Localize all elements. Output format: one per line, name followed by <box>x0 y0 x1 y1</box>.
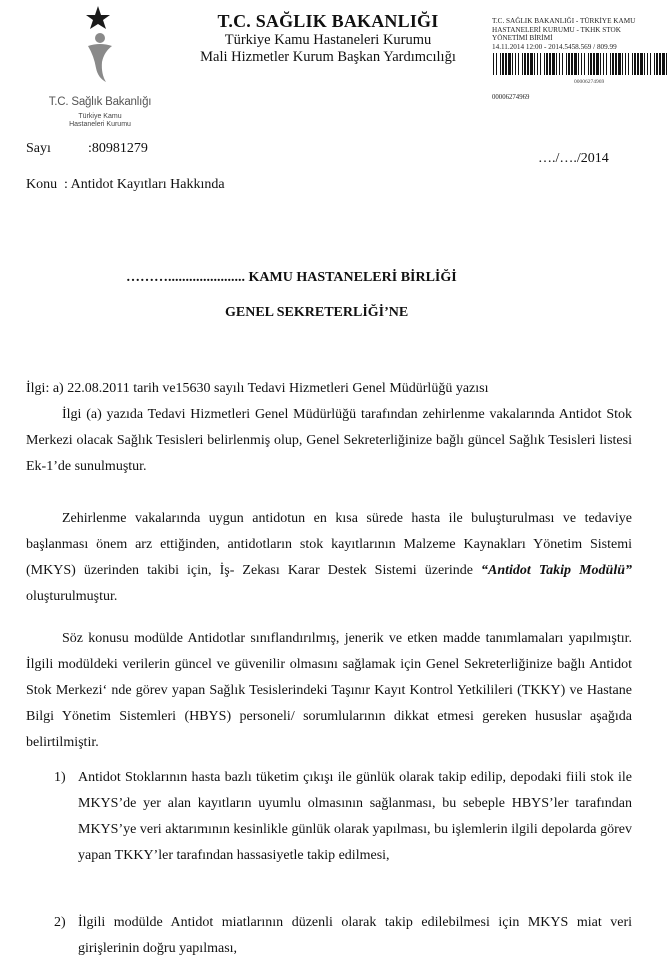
addressee-line-1: ………...................... KAMU HASTANELERİ BİRLİĞİ <box>126 270 457 285</box>
figure-body-icon <box>88 44 112 82</box>
institution-name: Türkiye Kamu Hastaneleri Kurumu <box>224 32 432 48</box>
barcode-bar <box>508 53 511 75</box>
list-item-text: Antidot Stoklarının hasta bazlı tüketim çıkışı ile günlük olarak takip edilip, depodaki fiili stok ile MKYS’de yer alan kayıtların uyumlu olmasının sağlanması, bu sebeple HBYS’ler tarafından MKYS’ye veri aktarımının kesinlikle günlük olarak yapılması, bu işlemlerin ilgili depolarda görev yapan TKKY’ler tarafından hassasiyetle takip edilmesi, <box>78 770 632 863</box>
barcode-bar <box>518 53 519 75</box>
barcode-line-2: HASTANELERİ KURUMU - TKHK STOK <box>492 25 621 34</box>
barcode-bar <box>590 53 592 75</box>
barcode-bar <box>493 53 494 75</box>
barcode-bar <box>534 53 535 75</box>
document-date: …./…./2014 <box>538 151 609 166</box>
barcode-bar <box>622 53 623 75</box>
list-item-number: 2) <box>54 915 66 930</box>
barcode-bar <box>625 53 626 75</box>
barcode-line-3: YÖNETİMİ BİRİMİ <box>492 34 553 43</box>
barcode-bar <box>640 53 643 75</box>
addressee-line-2: GENEL SEKRETERLİĞİ’NE <box>225 305 409 320</box>
list-item-text: İlgili modülde Antidot miatlarının düzenli olarak takip edilebilmesi için MKYS miat veri girişlerinin doğru yapılması, <box>78 915 632 956</box>
barcode-bar <box>524 53 526 75</box>
barcode-bar <box>610 53 611 75</box>
barcode-bar <box>654 53 655 75</box>
barcode-bar <box>593 53 595 75</box>
barcode-number: 00006274969 <box>574 79 605 86</box>
sayi-value: :80981279 <box>88 141 148 156</box>
barcode-bar <box>500 53 501 75</box>
barcode-bar <box>615 53 617 75</box>
barcode-bar <box>644 53 645 75</box>
paragraph-1-text: İlgi (a) yazıda Tedavi Hizmetleri Genel Müdürlüğü tarafından zehirlenme vakalarında Antidot Stok Merkezi olacak Sağlık Tesisleri belirlenmiş olup, Genel Sekreterliğinize bağlı güncel Sağlık Tesisleri listesi Ek-1’de sunulmuştur. <box>26 407 632 474</box>
barcode-bar <box>559 53 560 75</box>
barcode-bar <box>618 53 621 75</box>
konu-value: : Antidot Kayıtları Hakkında <box>64 177 225 192</box>
list-item <box>54 765 632 869</box>
barcode-bar <box>634 53 636 75</box>
barcode-bar <box>527 53 529 75</box>
barcode-bar <box>574 53 577 75</box>
barcode-bar <box>515 53 516 75</box>
paragraph-3-text: Söz konusu modülde Antidotlar sınıflandırılmış, jenerik ve etken madde tanımlamaları yapılmıştır. İlgili modüldeki verilerin güncel ve güvenilir olmasını sağlamak için Genel Sekreterliğinize bağlı Antidot Stok Merkezi‘ nde görev yapan Sağlık Tesislerindeki Taşınır Kayıt Kontrol Yetkilileri (TKKY) ve Hastane Bilgi Yönetim Sistemleri (HBYS) personeli/ sorumlularının dikkat etmesi gereken hususlar aşağıda belirtilmiştir. <box>26 631 632 750</box>
module-name: “Antidot Takip Modülü” <box>481 563 632 578</box>
paragraph-2 <box>26 506 632 610</box>
paragraph-2-end: oluşturulmuştur. <box>26 589 118 604</box>
barcode-bar <box>600 53 601 75</box>
barcode-bar <box>578 53 579 75</box>
list-item <box>54 910 632 962</box>
barcode-bar <box>628 53 629 75</box>
paragraph-2-text: Zehirlenme vakalarında uygun antidotun en kısa sürede hasta ile buluşturulması ve tedaviye başlanması önem arz ettiğinden, antidotların stok kayıtlarının Malzeme Kaynakları Yönetim Sistemi (MKYS) üzerinden takibi için, İş- Zekası Karar Destek Sistemi üzerinde <box>26 511 632 578</box>
barcode-bar <box>540 53 541 75</box>
barcode-bar <box>647 53 648 75</box>
barcode-bar <box>566 53 567 75</box>
barcode-bar <box>544 53 545 75</box>
konu-label: Konu <box>26 177 58 192</box>
barcode-bar <box>666 53 667 75</box>
barcode-bar <box>571 53 573 75</box>
ministry-logo <box>40 4 160 134</box>
barcode-bar <box>568 53 570 75</box>
barcode-bar <box>584 53 585 75</box>
barcode-bar <box>562 53 563 75</box>
paragraph-1 <box>26 402 632 480</box>
barcode-bar <box>656 53 658 75</box>
star-icon <box>86 6 110 29</box>
barcode-bar <box>549 53 551 75</box>
barcode-bar <box>662 53 665 75</box>
logo-subtitle-2: Hastaneleri Kurumu <box>69 121 131 128</box>
barcode-bar <box>505 53 507 75</box>
paragraph-3 <box>26 626 632 756</box>
barcode-bar <box>659 53 661 75</box>
barcode-bar <box>650 53 651 75</box>
barcode-bar <box>530 53 533 75</box>
barcode-bar <box>637 53 639 75</box>
barcode-bar <box>581 53 582 75</box>
logo-subtitle-1: Türkiye Kamu <box>78 113 122 120</box>
ministry-title: T.C. SAĞLIK BAKANLIĞI <box>217 11 439 31</box>
barcode-bar <box>556 53 557 75</box>
barcode-bar <box>632 53 633 75</box>
barcode-bar <box>612 53 614 75</box>
barcode-bar <box>606 53 607 75</box>
barcode-bar <box>552 53 555 75</box>
barcode-bar <box>522 53 523 75</box>
barcode-bar <box>596 53 599 75</box>
barcode-bar <box>512 53 513 75</box>
barcode-line-4: 14.11.2014 12:00 - 2014.5458.569 / 809.99 <box>492 42 617 51</box>
logo-title: T.C. Sağlık Bakanlığı <box>48 96 152 108</box>
document-number: 00006274969 <box>492 94 530 102</box>
letterhead <box>178 10 478 66</box>
barcode-icon <box>492 53 668 75</box>
list-item-number: 1) <box>54 770 66 785</box>
barcode-bar <box>588 53 589 75</box>
reference-line: İlgi: a) 22.08.2011 tarih ve15630 sayılı Tedavi Hizmetleri Genel Müdürlüğü yazısı <box>26 381 489 396</box>
barcode-bar <box>546 53 548 75</box>
barcode-line-1: T.C. SAĞLIK BAKANLIĞI - TÜRKİYE KAMU <box>492 17 636 25</box>
barcode-bar <box>502 53 504 75</box>
department-name: Mali Hizmetler Kurum Başkan Yardımcılığı <box>200 49 456 65</box>
barcode-bar <box>496 53 497 75</box>
barcode-bar <box>603 53 604 75</box>
barcode-bar <box>537 53 538 75</box>
document-barcode-block <box>492 17 668 101</box>
figure-head-icon <box>95 33 105 43</box>
sayi-label: Sayı <box>26 141 51 156</box>
crescent-star-logo-icon <box>40 4 160 96</box>
